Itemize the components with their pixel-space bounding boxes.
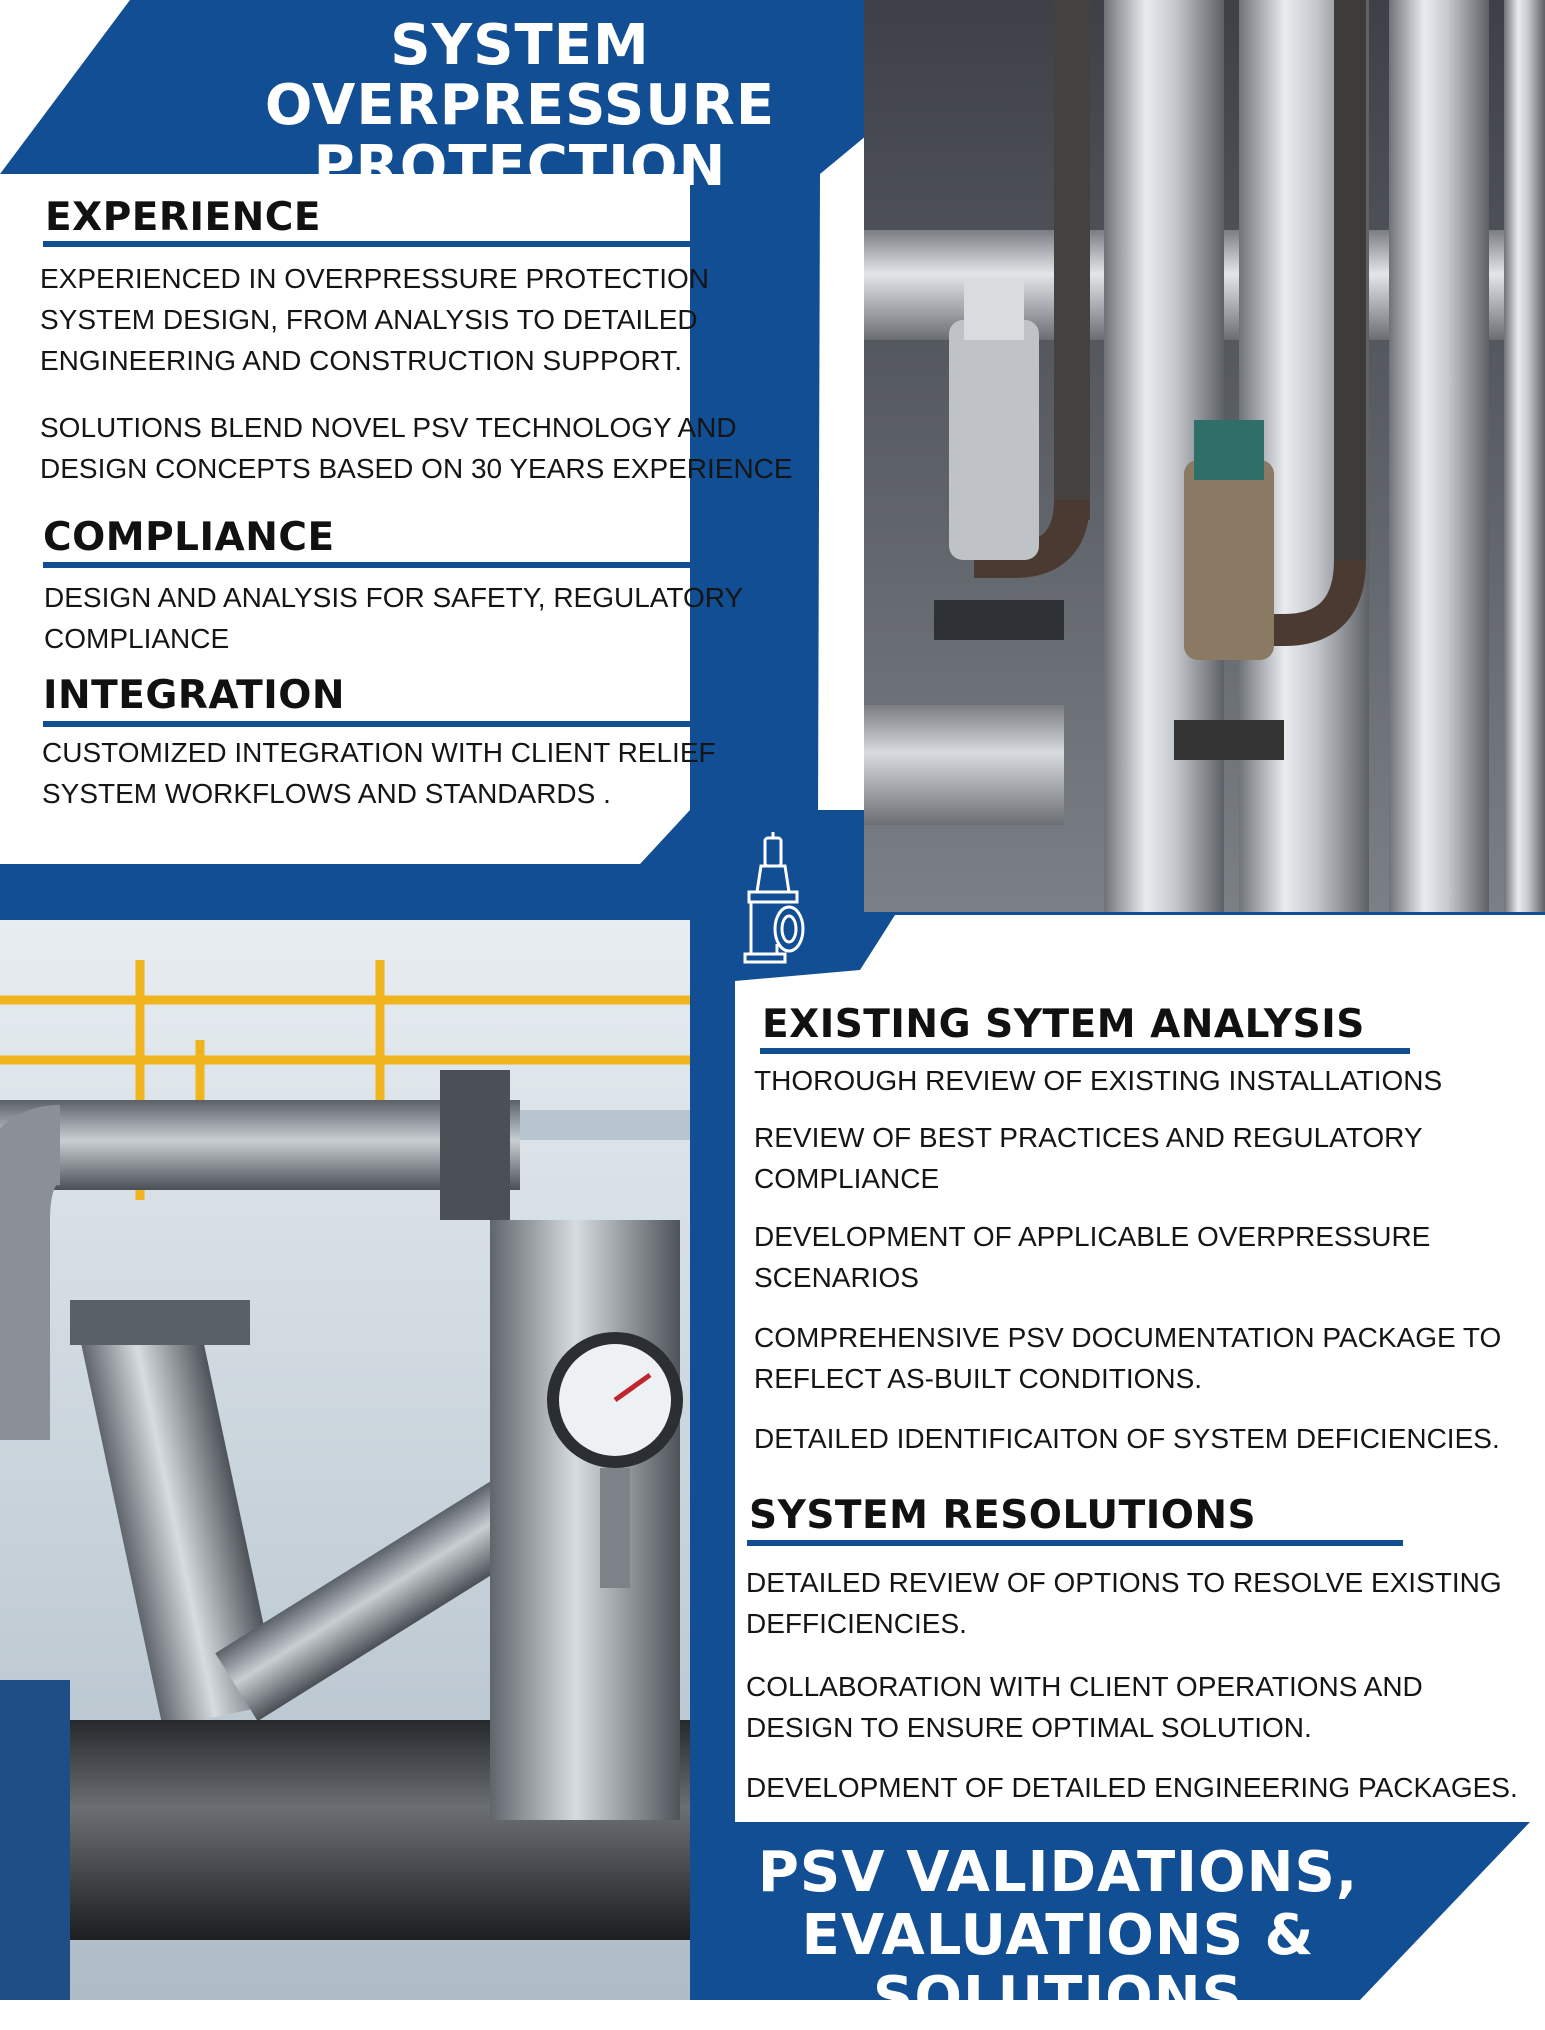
- footer-title-line1: PSV VALIDATIONS,: [757, 1840, 1359, 1905]
- experience-paragraph-2: SOLUTIONS BLEND NOVEL PSV TECHNOLOGY AND DESIGN CONCEPTS BASED ON 30 YEARS EXPERIENCE: [40, 412, 793, 484]
- existing-analysis-item-5: DETAILED IDENTIFICAITON OF SYSTEM DEFICIENCIES.: [754, 1423, 1500, 1454]
- resolutions-item-3: DEVELOPMENT OF DETAILED ENGINEERING PACKAGES.: [746, 1772, 1518, 1803]
- top-photo-pipes-valves: [864, 0, 1545, 912]
- compliance-heading: COMPLIANCE: [43, 515, 335, 560]
- relief-valve-icon: [737, 832, 809, 968]
- resolutions-item-1: DETAILED REVIEW OF OPTIONS TO RESOLVE EXISTING DEFFICIENCIES.: [746, 1567, 1502, 1639]
- existing-analysis-item-3: DEVELOPMENT OF APPLICABLE OVERPRESSURE SCENARIOS: [754, 1221, 1431, 1293]
- bottom-photo-pressure-gauge: [0, 920, 690, 2000]
- existing-analysis-item-4: COMPREHENSIVE PSV DOCUMENTATION PACKAGE TO REFLECT AS-BUILT CONDITIONS.: [754, 1322, 1502, 1394]
- experience-heading: EXPERIENCE: [45, 195, 322, 240]
- resolutions-rule: [747, 1540, 1403, 1546]
- existing-analysis-heading: EXISTING SYTEM ANALYSIS: [762, 1002, 1365, 1047]
- integration-paragraph: CUSTOMIZED INTEGRATION WITH CLIENT RELIEF SYSTEM WORKFLOWS AND STANDARDS .: [42, 737, 716, 809]
- resolutions-heading: SYSTEM RESOLUTIONS: [749, 1493, 1257, 1538]
- lower-divider: [690, 915, 735, 2000]
- integration-heading: INTEGRATION: [43, 673, 345, 718]
- footer-title: [733, 1842, 1383, 2030]
- existing-analysis-rule: [760, 1048, 1410, 1054]
- compliance-rule: [43, 562, 696, 568]
- existing-analysis-item-2: REVIEW OF BEST PRACTICES AND REGULATORY COMPLIANCE: [754, 1122, 1423, 1194]
- page-title-line1: SYSTEM OVERPRESSURE: [264, 13, 776, 139]
- compliance-paragraph: DESIGN AND ANALYSIS FOR SAFETY, REGULATORY COMPLIANCE: [44, 582, 743, 654]
- resolutions-item-2: COLLABORATION WITH CLIENT OPERATIONS AND DESIGN TO ENSURE OPTIMAL SOLUTION.: [746, 1671, 1423, 1743]
- page-title: [180, 13, 860, 199]
- experience-paragraph-1: EXPERIENCED IN OVERPRESSURE PROTECTION SYSTEM DESIGN, FROM ANALYSIS TO DETAILED ENGINEERING AND CONSTRUCTION SUPPORT.: [40, 263, 710, 376]
- footer-title-line2: EVALUATIONS & SOLUTIONS: [801, 1902, 1315, 2030]
- integration-rule: [43, 721, 691, 727]
- experience-rule: [43, 241, 693, 247]
- page-title-line2: PROTECTION: [313, 133, 727, 199]
- existing-analysis-item-1: THOROUGH REVIEW OF EXISTING INSTALLATIONS: [754, 1065, 1443, 1096]
